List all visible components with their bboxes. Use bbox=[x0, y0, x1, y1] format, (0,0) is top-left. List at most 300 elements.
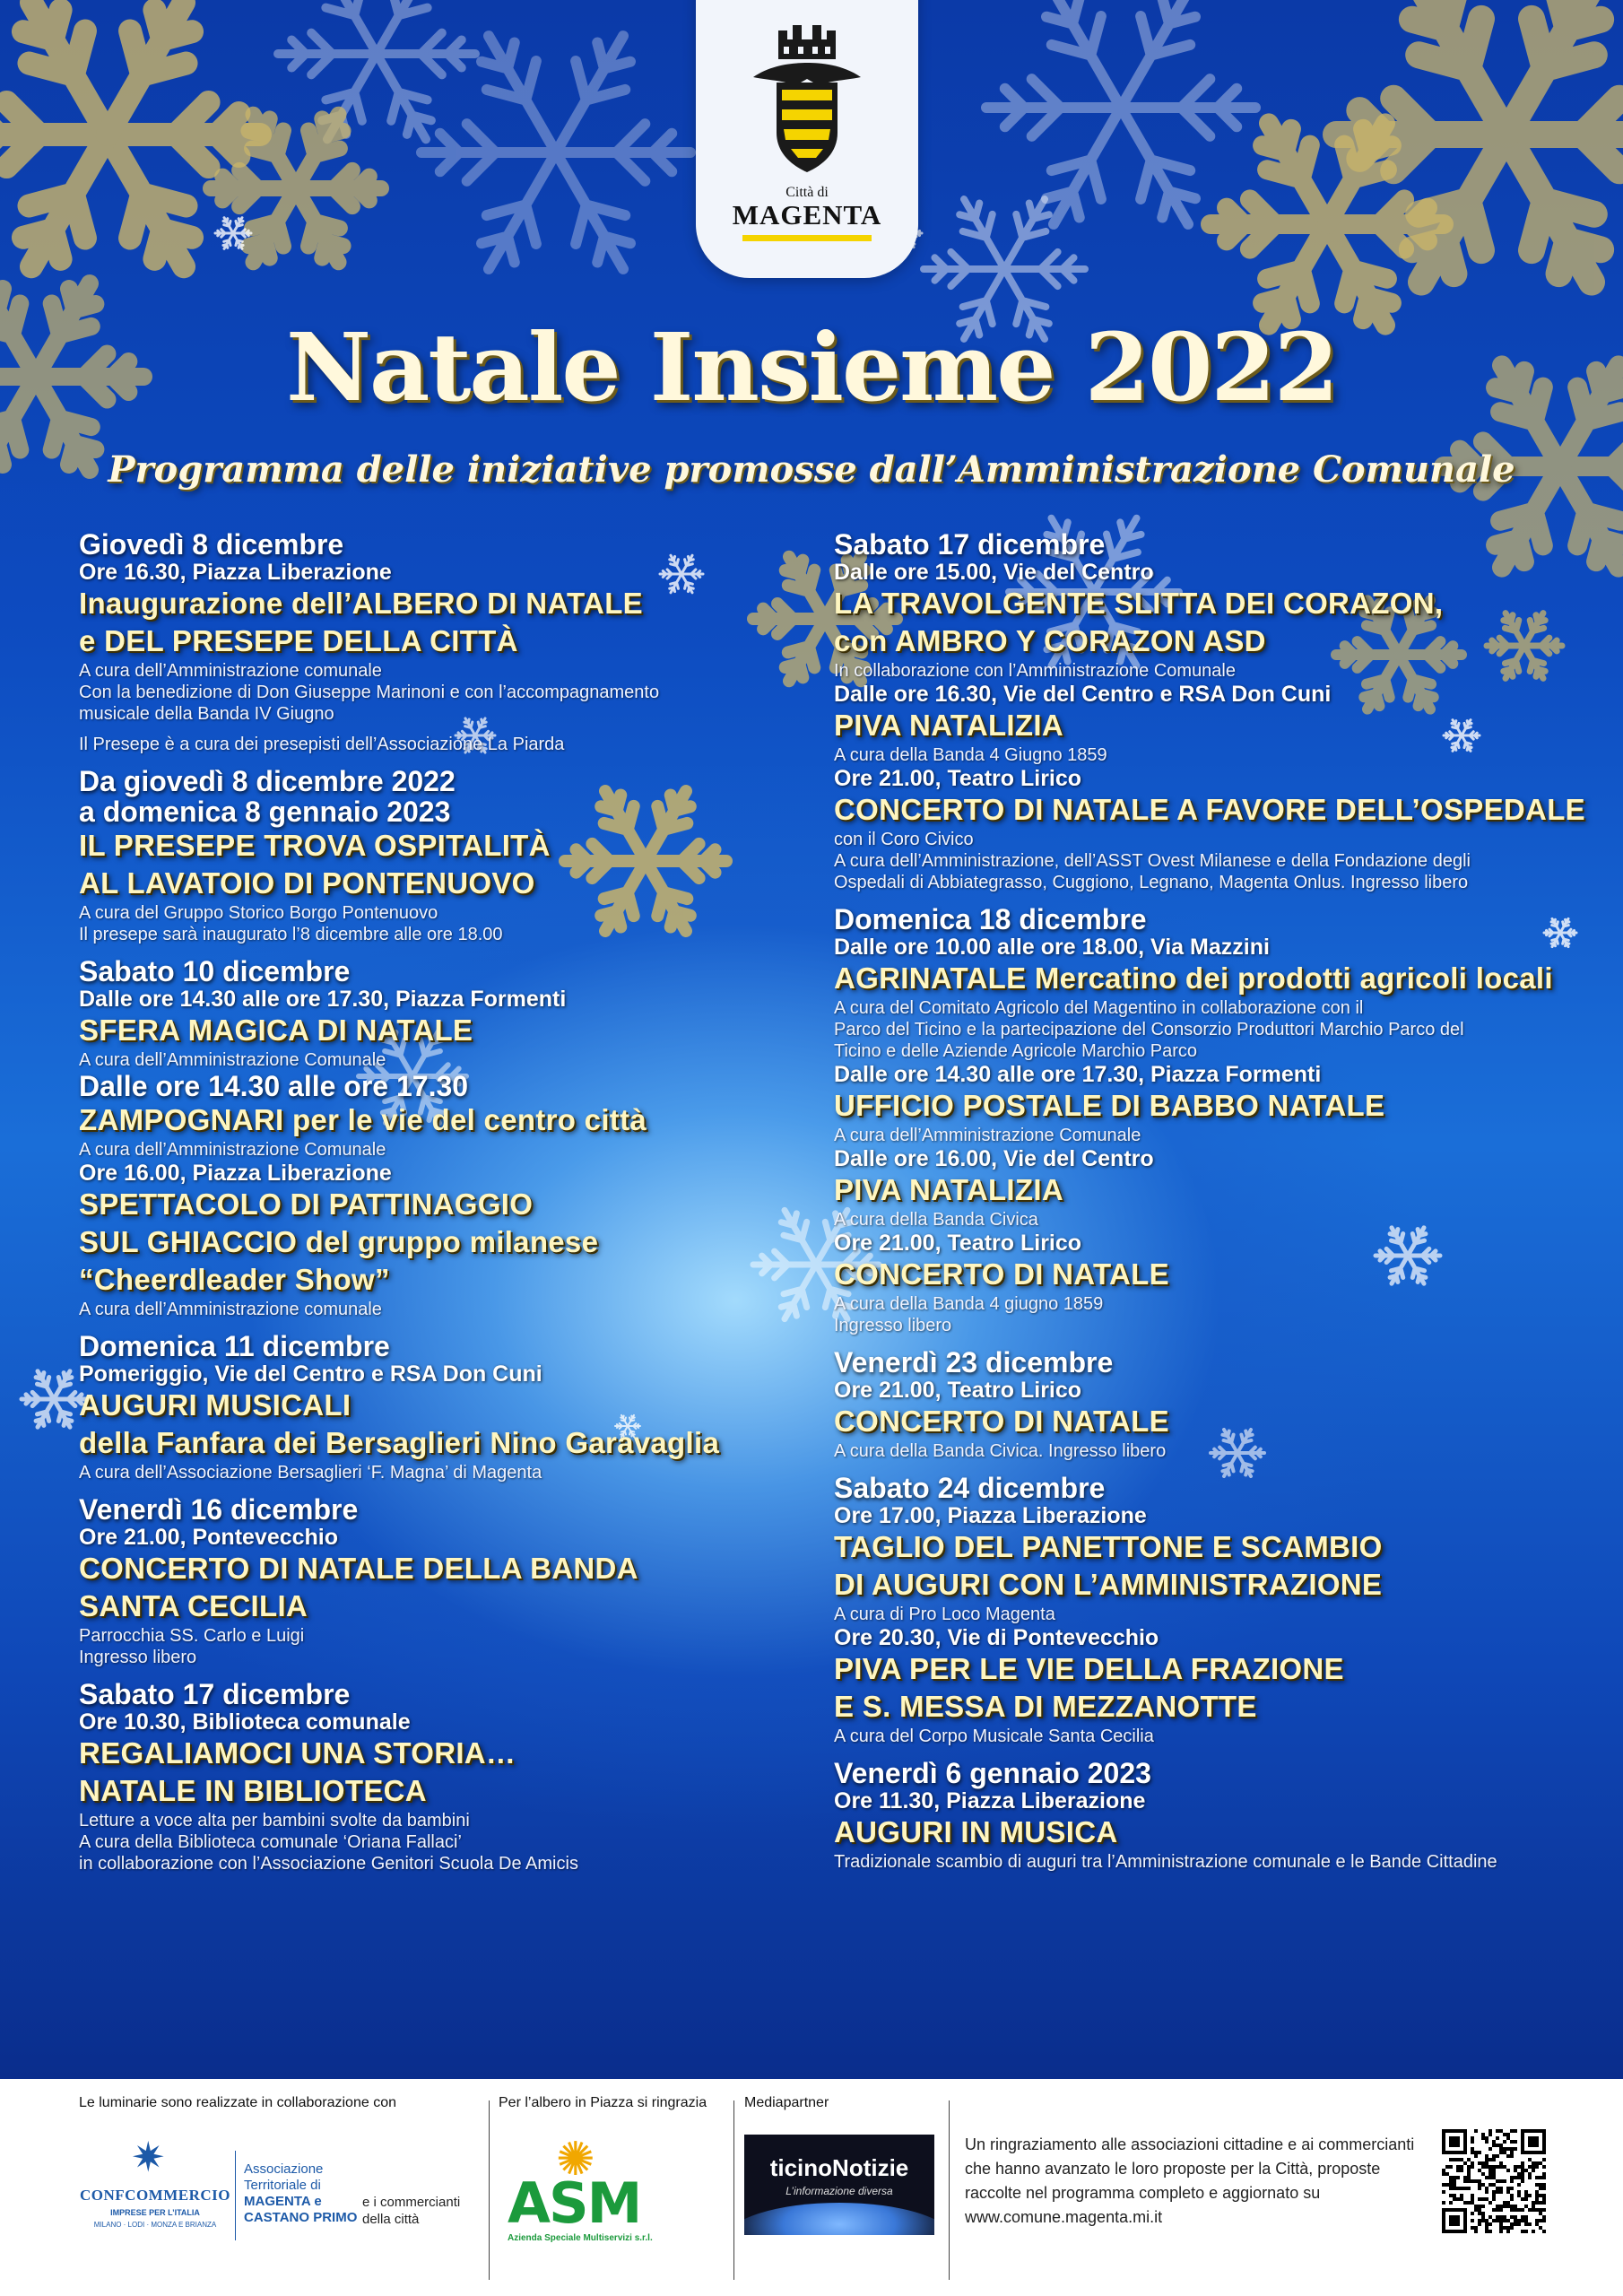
qr-module bbox=[1521, 2230, 1524, 2233]
event-title: CONCERTO DI NATALE bbox=[834, 1405, 1169, 1438]
ticino-notizie-logo bbox=[744, 2135, 934, 2235]
event-note: A cura dell’Amministrazione Comunale bbox=[834, 1126, 1141, 1145]
qr-module bbox=[1460, 2165, 1463, 2169]
qr-module bbox=[1449, 2187, 1453, 2190]
program-left-column bbox=[79, 529, 778, 1885]
qr-finder bbox=[1528, 2136, 1539, 2147]
qr-module bbox=[1496, 2208, 1499, 2212]
event-time: Dalle ore 14.30 alle ore 17.30, Piazza Formenti bbox=[834, 1062, 1322, 1087]
qr-module bbox=[1535, 2194, 1539, 2197]
qr-module bbox=[1542, 2172, 1546, 2176]
event-day bbox=[834, 1758, 1578, 1873]
qr-module bbox=[1496, 2154, 1499, 2158]
event-title: E S. MESSA DI MEZZANOTTE bbox=[834, 1690, 1257, 1723]
event-day bbox=[79, 1679, 778, 1874]
qr-module bbox=[1478, 2169, 1481, 2172]
qr-module bbox=[1463, 2176, 1467, 2179]
event-title: LA TRAVOLGENTE SLITTA DEI CORAZON, bbox=[834, 587, 1444, 620]
event-note: Letture a voce alta per bambini svolte da bambini bbox=[79, 1811, 470, 1831]
qr-module bbox=[1517, 2172, 1521, 2176]
qr-module bbox=[1510, 2205, 1514, 2208]
event-time: Dalle ore 14.30 alle ore 17.30, Piazza Formenti bbox=[79, 987, 567, 1012]
eagle-icon: ✷ bbox=[131, 2134, 166, 2180]
qr-module bbox=[1456, 2169, 1460, 2172]
event-title: NATALE IN BIBLIOTECA bbox=[79, 1774, 427, 1807]
event-note: Ingresso libero bbox=[79, 1648, 197, 1667]
qr-module bbox=[1535, 2219, 1539, 2222]
qr-module bbox=[1492, 2140, 1496, 2144]
event-title: AL LAVATOIO DI PONTENUOVO bbox=[79, 866, 535, 900]
qr-module bbox=[1535, 2176, 1539, 2179]
event-time: Dalle ore 16.30, Vie del Centro e RSA Don Cuni bbox=[834, 682, 1332, 707]
event-time: Dalle ore 16.00, Vie del Centro bbox=[834, 1146, 1154, 1171]
qr-module bbox=[1492, 2165, 1496, 2169]
qr-module bbox=[1521, 2161, 1524, 2165]
qr-module bbox=[1485, 2176, 1488, 2179]
event-date: a domenica 8 gennaio 2023 bbox=[79, 796, 451, 828]
qr-module bbox=[1535, 2183, 1539, 2187]
qr-module bbox=[1456, 2197, 1460, 2201]
qr-module bbox=[1488, 2133, 1492, 2136]
asm-tagline: Azienda Speciale Multiservizi s.r.l. bbox=[508, 2233, 653, 2243]
assoc-line-3: MAGENTA e bbox=[244, 2194, 322, 2209]
qr-module bbox=[1481, 2205, 1485, 2208]
qr-module bbox=[1521, 2172, 1524, 2176]
qr-module bbox=[1478, 2219, 1481, 2222]
qr-module bbox=[1499, 2179, 1503, 2183]
snowflake-icon bbox=[986, 0, 1255, 224]
qr-module bbox=[1492, 2154, 1496, 2158]
qr-module bbox=[1488, 2165, 1492, 2169]
qr-module bbox=[1496, 2219, 1499, 2222]
qr-module bbox=[1481, 2165, 1485, 2169]
qr-module bbox=[1445, 2183, 1449, 2187]
event-title: CONCERTO DI NATALE A FAVORE DELL’OSPEDALE bbox=[834, 793, 1585, 826]
event-title: SFERA MAGICA DI NATALE bbox=[79, 1013, 473, 1047]
snowflake-icon bbox=[278, 0, 475, 139]
qr-module bbox=[1453, 2176, 1456, 2179]
crest-city-label: Città di bbox=[785, 185, 829, 200]
event-title: SUL GHIACCIO del gruppo milanese bbox=[79, 1225, 599, 1258]
qr-module bbox=[1488, 2147, 1492, 2151]
event-time: Ore 16.00, Piazza Liberazione bbox=[79, 1161, 392, 1186]
event-title: e DEL PRESEPE DELLA CITTÀ bbox=[79, 624, 518, 657]
qr-module bbox=[1510, 2194, 1514, 2197]
qr-module bbox=[1532, 2165, 1535, 2169]
qr-module bbox=[1539, 2176, 1542, 2179]
qr-module bbox=[1542, 2158, 1546, 2161]
qr-module bbox=[1488, 2176, 1492, 2179]
qr-module bbox=[1471, 2179, 1474, 2183]
qr-module bbox=[1510, 2154, 1514, 2158]
qr-module bbox=[1514, 2222, 1517, 2226]
event-title: AUGURI IN MUSICA bbox=[834, 1815, 1118, 1848]
merchants-line-2: della città bbox=[362, 2212, 420, 2227]
event-day bbox=[834, 1473, 1578, 1747]
event-date: Venerdì 16 dicembre bbox=[79, 1493, 359, 1526]
qr-module bbox=[1471, 2219, 1474, 2222]
qr-module bbox=[1467, 2179, 1471, 2183]
qr-module bbox=[1506, 2169, 1510, 2172]
qr-module bbox=[1514, 2219, 1517, 2222]
qr-module bbox=[1499, 2230, 1503, 2233]
qr-module bbox=[1506, 2190, 1510, 2194]
qr-module bbox=[1453, 2187, 1456, 2190]
qr-module bbox=[1532, 2205, 1535, 2208]
qr-module bbox=[1521, 2197, 1524, 2201]
qr-module bbox=[1488, 2215, 1492, 2219]
qr-module bbox=[1471, 2140, 1474, 2144]
qr-module bbox=[1521, 2215, 1524, 2219]
qr-module bbox=[1485, 2190, 1488, 2194]
qr-module bbox=[1449, 2165, 1453, 2169]
qr-module bbox=[1524, 2215, 1528, 2219]
crest-city-name: MAGENTA bbox=[732, 199, 882, 230]
qr-module bbox=[1510, 2187, 1514, 2190]
qr-module bbox=[1478, 2183, 1481, 2187]
qr-module bbox=[1510, 2129, 1514, 2133]
event-title: AGRINATALE Mercatino dei prodotti agricoli locali bbox=[834, 961, 1553, 995]
qr-module bbox=[1542, 2165, 1546, 2169]
qr-module bbox=[1499, 2165, 1503, 2169]
qr-module bbox=[1488, 2183, 1492, 2187]
qr-finder bbox=[1449, 2136, 1460, 2147]
qr-module bbox=[1514, 2140, 1517, 2144]
qr-module bbox=[1521, 2219, 1524, 2222]
event-title: SPETTACOLO DI PATTINAGGIO bbox=[79, 1187, 534, 1221]
event-title: ZAMPOGNARI per le vie del centro città bbox=[79, 1103, 647, 1136]
event-note: Con la benedizione di Don Giuseppe Marinoni e con l’accompagnamento bbox=[79, 683, 660, 702]
qr-module bbox=[1463, 2201, 1467, 2205]
event-time: Ore 16.30, Piazza Liberazione bbox=[79, 560, 392, 585]
qr-module bbox=[1532, 2208, 1535, 2212]
qr-module bbox=[1517, 2190, 1521, 2194]
poster-title: Natale Insieme 2022 bbox=[285, 312, 1338, 422]
qr-module bbox=[1485, 2136, 1488, 2140]
event-title: della Fanfara dei Bersaglieri Nino Garavaglia bbox=[79, 1426, 720, 1459]
qr-module bbox=[1453, 2194, 1456, 2197]
event-note: A cura dell’Amministrazione Comunale bbox=[79, 1050, 386, 1070]
event-note: Ospedali di Abbiategrasso, Cuggiono, Legnano, Magenta Onlus. Ingresso libero bbox=[834, 873, 1469, 892]
qr-module bbox=[1481, 2183, 1485, 2187]
qr-module bbox=[1539, 2187, 1542, 2190]
event-title: CONCERTO DI NATALE bbox=[834, 1257, 1169, 1291]
city-crest bbox=[696, 0, 918, 278]
qr-module bbox=[1524, 2169, 1528, 2172]
event-time: Ore 17.00, Piazza Liberazione bbox=[834, 1503, 1147, 1528]
qr-module bbox=[1478, 2187, 1481, 2190]
qr-module bbox=[1471, 2197, 1474, 2201]
qr-module bbox=[1503, 2165, 1506, 2169]
qr-module bbox=[1506, 2205, 1510, 2208]
qr-module bbox=[1485, 2222, 1488, 2226]
event-time: Ore 11.30, Piazza Liberazione bbox=[834, 1788, 1146, 1813]
qr-module bbox=[1488, 2201, 1492, 2205]
qr-module bbox=[1503, 2226, 1506, 2230]
qr-module bbox=[1478, 2212, 1481, 2215]
qr-module bbox=[1510, 2208, 1514, 2212]
qr-module bbox=[1539, 2194, 1542, 2197]
asm-logo bbox=[502, 2133, 673, 2249]
qr-module bbox=[1449, 2183, 1453, 2187]
qr-module bbox=[1514, 2205, 1517, 2208]
qr-module bbox=[1485, 2165, 1488, 2169]
qr-module bbox=[1481, 2197, 1485, 2201]
event-note: musicale della Banda IV Giugno bbox=[79, 704, 334, 724]
qr-module bbox=[1488, 2169, 1492, 2172]
qr-module bbox=[1485, 2187, 1488, 2190]
qr-module bbox=[1524, 2190, 1528, 2194]
qr-module bbox=[1485, 2140, 1488, 2144]
event-note: A cura della Biblioteca comunale ‘Oriana Fallaci’ bbox=[79, 1832, 462, 1852]
qr-module bbox=[1474, 2154, 1478, 2158]
qr-module bbox=[1485, 2154, 1488, 2158]
event-time: Ore 21.00, Teatro Lirico bbox=[834, 1378, 1082, 1403]
qr-module bbox=[1496, 2187, 1499, 2190]
qr-module bbox=[1481, 2161, 1485, 2165]
qr-module bbox=[1535, 2208, 1539, 2212]
qr-module bbox=[1539, 2161, 1542, 2165]
qr-module bbox=[1485, 2158, 1488, 2161]
qr-module bbox=[1442, 2183, 1445, 2187]
qr-module bbox=[1474, 2230, 1478, 2233]
qr-module bbox=[1514, 2176, 1517, 2179]
qr-module bbox=[1503, 2219, 1506, 2222]
qr-module bbox=[1499, 2215, 1503, 2219]
qr-module bbox=[1467, 2158, 1471, 2161]
qr-module bbox=[1492, 2172, 1496, 2176]
qr-module bbox=[1471, 2194, 1474, 2197]
event-note: con il Coro Civico bbox=[834, 830, 974, 849]
event-day bbox=[834, 1347, 1578, 1462]
event-time: Ore 21.00, Pontevecchio bbox=[79, 1525, 339, 1550]
qr-module bbox=[1442, 2201, 1445, 2205]
qr-module bbox=[1503, 2140, 1506, 2144]
assoc-line-2: Territoriale di bbox=[244, 2178, 321, 2193]
qr-module bbox=[1488, 2158, 1492, 2161]
mediapartner-caption: Mediapartner bbox=[744, 2095, 829, 2110]
qr-module bbox=[1449, 2179, 1453, 2183]
event-title: DI AUGURI CON L’AMMINISTRAZIONE bbox=[834, 1568, 1383, 1601]
qr-module bbox=[1528, 2176, 1532, 2179]
qr-module bbox=[1514, 2129, 1517, 2133]
event-day bbox=[834, 904, 1578, 1336]
event-date: Sabato 17 dicembre bbox=[79, 1678, 351, 1710]
event-note: Ingresso libero bbox=[834, 1316, 952, 1335]
qr-module bbox=[1496, 2179, 1499, 2183]
qr-module bbox=[1460, 2197, 1463, 2201]
qr-module bbox=[1542, 2208, 1546, 2212]
qr-module bbox=[1528, 2165, 1532, 2169]
qr-module bbox=[1542, 2176, 1546, 2179]
qr-module bbox=[1506, 2226, 1510, 2230]
qr-module bbox=[1539, 2183, 1542, 2187]
qr-module bbox=[1528, 2208, 1532, 2212]
event-title: PIVA NATALIZIA bbox=[834, 709, 1063, 742]
qr-module bbox=[1514, 2215, 1517, 2219]
event-note: Il Presepe è a cura dei presepisti dell’Associazione La Piarda bbox=[79, 735, 565, 754]
qr-module bbox=[1521, 2169, 1524, 2172]
qr-module bbox=[1481, 2215, 1485, 2219]
qr-module bbox=[1542, 2230, 1546, 2233]
event-day bbox=[79, 529, 778, 755]
qr-module bbox=[1488, 2222, 1492, 2226]
qr-module bbox=[1542, 2215, 1546, 2219]
qr-module bbox=[1467, 2201, 1471, 2205]
event-title: PIVA NATALIZIA bbox=[834, 1173, 1063, 1206]
event-time: Ore 21.00, Teatro Lirico bbox=[834, 1231, 1082, 1256]
qr-module bbox=[1542, 2201, 1546, 2205]
qr-finder bbox=[1449, 2215, 1460, 2226]
qr-module bbox=[1510, 2147, 1514, 2151]
qr-module bbox=[1521, 2176, 1524, 2179]
confcommercio-tagline: IMPRESE PER L’ITALIA bbox=[110, 2208, 200, 2217]
event-time: Pomeriggio, Vie del Centro e RSA Don Cuni bbox=[79, 1361, 542, 1387]
event-title: Inaugurazione dell’ALBERO DI NATALE bbox=[79, 587, 643, 620]
merchants-label bbox=[362, 2194, 488, 2228]
qr-module bbox=[1474, 2129, 1478, 2133]
qr-module bbox=[1474, 2226, 1478, 2230]
event-date: Da giovedì 8 dicembre 2022 bbox=[79, 765, 456, 797]
qr-module bbox=[1517, 2208, 1521, 2212]
qr-module bbox=[1510, 2226, 1514, 2230]
qr-module bbox=[1445, 2165, 1449, 2169]
qr-module bbox=[1442, 2172, 1445, 2176]
earth-glow bbox=[744, 2203, 934, 2235]
qr-module bbox=[1510, 2222, 1514, 2226]
event-note: Parco del Ticino e la partecipazione del Consorzio Produttori Marchio Parco del bbox=[834, 1020, 1464, 1039]
qr-module bbox=[1453, 2179, 1456, 2183]
qr-module bbox=[1449, 2158, 1453, 2161]
qr-module bbox=[1539, 2212, 1542, 2215]
qr-module bbox=[1471, 2201, 1474, 2205]
event-time: Dalle ore 10.00 alle ore 18.00, Via Mazzini bbox=[834, 935, 1270, 960]
snowflake-icon bbox=[22, 1371, 86, 1427]
qr-module bbox=[1524, 2222, 1528, 2226]
qr-module bbox=[1496, 2129, 1499, 2133]
event-note: Il presepe sarà inaugurato l’8 dicembre alle ore 18.00 bbox=[79, 925, 503, 944]
qr-module bbox=[1499, 2205, 1503, 2208]
event-note: A cura della Banda 4 giugno 1859 bbox=[834, 1294, 1104, 1314]
merchants-line-1: e i commercianti bbox=[362, 2195, 461, 2210]
qr-module bbox=[1503, 2179, 1506, 2183]
qr-module bbox=[1539, 2219, 1542, 2222]
asm-name: ASM bbox=[508, 2170, 641, 2236]
luminarie-caption: Le luminarie sono realizzate in collaborazione con bbox=[79, 2095, 396, 2110]
qr-module bbox=[1449, 2176, 1453, 2179]
qr-module bbox=[1539, 2201, 1542, 2205]
event-title: TAGLIO DEL PANETTONE E SCAMBIO bbox=[834, 1530, 1383, 1563]
qr-module bbox=[1514, 2147, 1517, 2151]
event-note: A cura della Banda Civica bbox=[834, 1210, 1038, 1230]
qr-module bbox=[1492, 2197, 1496, 2201]
qr-module bbox=[1488, 2230, 1492, 2233]
event-day bbox=[79, 956, 778, 1320]
qr-module bbox=[1535, 2165, 1539, 2169]
event-note: A cura di Pro Loco Magenta bbox=[834, 1605, 1055, 1624]
qr-module bbox=[1524, 2194, 1528, 2197]
qr-module bbox=[1503, 2215, 1506, 2219]
qr-module bbox=[1535, 2190, 1539, 2194]
event-date: Sabato 17 dicembre bbox=[834, 528, 1106, 561]
event-note: A cura del Corpo Musicale Santa Cecilia bbox=[834, 1726, 1154, 1746]
event-time: Ore 10.30, Biblioteca comunale bbox=[79, 1709, 411, 1735]
qr-module bbox=[1499, 2187, 1503, 2190]
albero-caption: Per l’albero in Piazza si ringrazia bbox=[499, 2095, 707, 2110]
crest-icon bbox=[744, 18, 870, 179]
qr-module bbox=[1460, 2187, 1463, 2190]
event-title: UFFICIO POSTALE DI BABBO NATALE bbox=[834, 1089, 1385, 1122]
qr-module bbox=[1456, 2176, 1460, 2179]
qr-module bbox=[1488, 2172, 1492, 2176]
qr-module bbox=[1521, 2208, 1524, 2212]
qr-module bbox=[1463, 2161, 1467, 2165]
qr-module bbox=[1503, 2201, 1506, 2205]
qr-module bbox=[1492, 2208, 1496, 2212]
qr-module bbox=[1539, 2208, 1542, 2212]
qr-module bbox=[1514, 2169, 1517, 2172]
qr-module bbox=[1492, 2194, 1496, 2197]
qr-module bbox=[1496, 2136, 1499, 2140]
qr-module bbox=[1506, 2136, 1510, 2140]
event-time: Ore 21.00, Teatro Lirico bbox=[834, 766, 1082, 791]
snowflake-icon bbox=[1336, 0, 1623, 283]
event-title: “Cheerdleader Show” bbox=[79, 1263, 390, 1296]
qr-module bbox=[1467, 2165, 1471, 2169]
qr-module bbox=[1496, 2165, 1499, 2169]
event-note: in collaborazione con l’Associazione Genitori Scuola De Amicis bbox=[79, 1854, 578, 1874]
qr-module bbox=[1463, 2187, 1467, 2190]
qr-module bbox=[1506, 2187, 1510, 2190]
event-note: A cura della Banda 4 Giugno 1859 bbox=[834, 745, 1107, 765]
qr-module bbox=[1524, 2197, 1528, 2201]
qr-module bbox=[1499, 2129, 1503, 2133]
event-day bbox=[79, 1331, 778, 1483]
qr-module bbox=[1453, 2158, 1456, 2161]
qr-module bbox=[1463, 2179, 1467, 2183]
qr-module bbox=[1456, 2187, 1460, 2190]
event-date: Venerdì 23 dicembre bbox=[834, 1346, 1114, 1378]
qr-module bbox=[1478, 2197, 1481, 2201]
event-day bbox=[79, 766, 778, 945]
qr-module bbox=[1460, 2194, 1463, 2197]
event-title: REGALIAMOCI UNA STORIA… bbox=[79, 1736, 516, 1770]
qr-module bbox=[1532, 2201, 1535, 2205]
qr-code-icon[interactable] bbox=[1442, 2129, 1546, 2233]
qr-module bbox=[1471, 2161, 1474, 2165]
qr-module bbox=[1474, 2179, 1478, 2183]
event-title: AUGURI MUSICALI bbox=[79, 1388, 352, 1422]
qr-module bbox=[1471, 2212, 1474, 2215]
qr-module bbox=[1467, 2176, 1471, 2179]
qr-module bbox=[1460, 2158, 1463, 2161]
event-note: Parrocchia SS. Carlo e Luigi bbox=[79, 1626, 305, 1646]
qr-module bbox=[1532, 2169, 1535, 2172]
qr-module bbox=[1445, 2172, 1449, 2176]
footer-divider bbox=[949, 2100, 950, 2280]
event-date: Venerdì 6 gennaio 2023 bbox=[834, 1757, 1151, 1789]
qr-module bbox=[1496, 2205, 1499, 2208]
website-link[interactable]: www.comune.magenta.mi.it bbox=[965, 2208, 1163, 2226]
qr-module bbox=[1478, 2205, 1481, 2208]
qr-module bbox=[1524, 2205, 1528, 2208]
qr-module bbox=[1535, 2201, 1539, 2205]
qr-module bbox=[1535, 2222, 1539, 2226]
event-title: SANTA CECILIA bbox=[79, 1589, 308, 1622]
assoc-line-1: Associazione bbox=[244, 2161, 324, 2177]
qr-module bbox=[1492, 2219, 1496, 2222]
qr-module bbox=[1499, 2151, 1503, 2154]
